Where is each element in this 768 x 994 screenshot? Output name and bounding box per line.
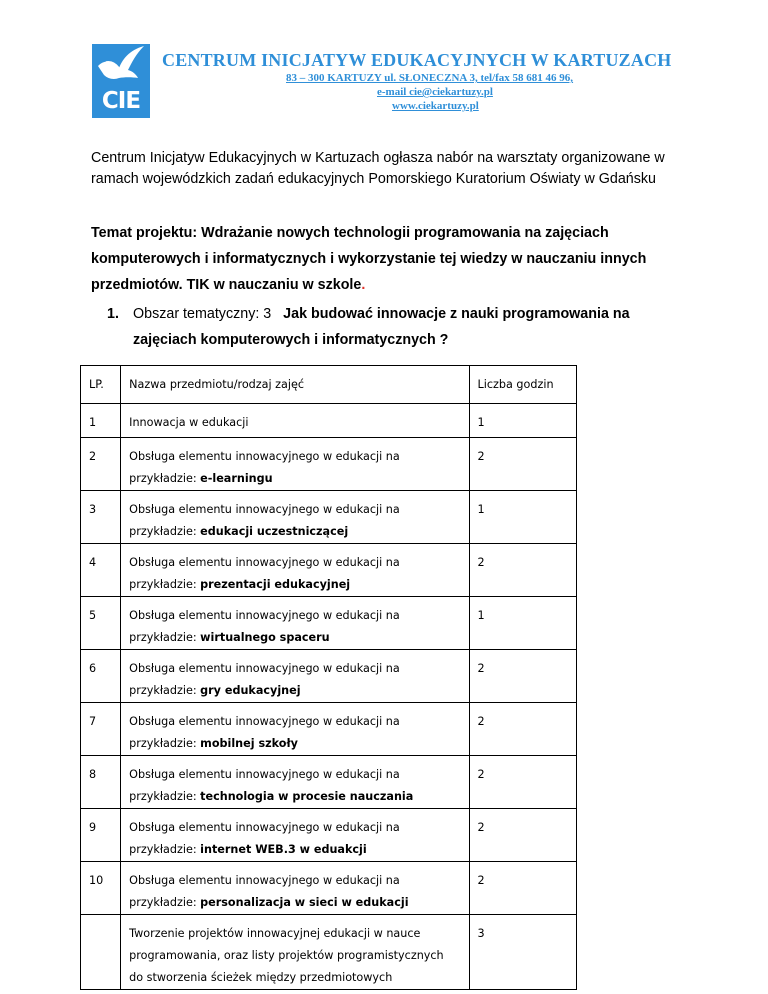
row-subject-text: Innowacja w edukacji <box>129 416 249 429</box>
org-website[interactable]: www.ciekartuzy.pl <box>392 100 479 112</box>
row-subject-prefix: przykładzie: <box>129 843 201 856</box>
row-subject-line1: Obsługa elementu innowacyjnego w edukacji na <box>129 768 400 781</box>
row-subject <box>121 809 469 862</box>
row-hours: 2 <box>469 544 576 597</box>
row-subject-prefix: przykładzie: <box>129 737 201 750</box>
row-subject-prefix: przykładzie: <box>129 578 201 591</box>
org-address: 83 – 300 KARTUZY ul. SŁONECZNA 3, tel/fax 58 681 46 96, <box>286 72 574 84</box>
row-hours: 1 <box>469 597 576 650</box>
row-hours: 1 <box>469 404 576 438</box>
row-hours: 2 <box>469 650 576 703</box>
row-subject-line1: Obsługa elementu innowacyjnego w edukacji na <box>129 503 400 516</box>
row-subject <box>121 915 469 990</box>
topic-text: Temat projektu: Wdrażanie nowych technologii programowania na zajęciach komputerowych i informatycznych i wykorzystanie tej wiedzy w nauczaniu innych przedmiotów. TIK w nauczaniu w szkole <box>91 225 647 293</box>
intro-paragraph: Centrum Inicjatyw Edukacyjnych w Kartuzach ogłasza nabór na warsztaty organizowane w ramach wojewódzkich zadań edukacyjnych Pomorskiego Kuratorium Oświaty w Gdańsku <box>91 150 665 187</box>
header-hours: Liczba godzin <box>469 366 576 404</box>
table-row <box>81 544 577 597</box>
row-hours: 2 <box>469 703 576 756</box>
table-row <box>81 597 577 650</box>
bird-icon <box>92 44 150 94</box>
project-topic <box>91 220 691 298</box>
row-subject-highlight: personalizacja w sieci w edukacji <box>200 896 409 909</box>
row-subject-line3: do stworzenia ścieżek między przedmiotowych <box>129 971 393 984</box>
row-subject <box>121 650 469 703</box>
row-lp: 9 <box>81 809 121 862</box>
row-lp: 10 <box>81 862 121 915</box>
row-hours: 2 <box>469 862 576 915</box>
row-subject-line1: Obsługa elementu innowacyjnego w edukacji na <box>129 450 400 463</box>
row-subject-highlight: e-learningu <box>200 472 273 485</box>
row-subject-prefix: przykładzie: <box>129 790 201 803</box>
row-hours: 2 <box>469 438 576 491</box>
row-subject-prefix: przykładzie: <box>129 684 201 697</box>
table-row <box>81 862 577 915</box>
row-subject <box>121 597 469 650</box>
org-email[interactable]: e-mail cie@ciekartuzy.pl <box>377 86 493 98</box>
row-subject-line1: Obsługa elementu innowacyjnego w edukacji na <box>129 662 400 675</box>
row-hours: 2 <box>469 756 576 809</box>
row-subject-prefix: przykładzie: <box>129 896 201 909</box>
row-subject-prefix: przykładzie: <box>129 525 201 538</box>
row-subject-line1: Obsługa elementu innowacyjnego w edukacji na <box>129 609 400 622</box>
table-row <box>81 703 577 756</box>
row-subject <box>121 404 469 438</box>
row-subject-line1: Obsługa elementu innowacyjnego w edukacji na <box>129 821 400 834</box>
row-lp: 3 <box>81 491 121 544</box>
row-subject <box>121 544 469 597</box>
row-subject-highlight: wirtualnego spaceru <box>200 631 330 644</box>
row-subject <box>121 756 469 809</box>
row-lp: 8 <box>81 756 121 809</box>
table-row <box>81 809 577 862</box>
row-lp: 5 <box>81 597 121 650</box>
row-subject-line2: programowania, oraz listy projektów programistycznych <box>129 949 444 962</box>
table-row <box>81 404 577 438</box>
row-subject <box>121 703 469 756</box>
header-lp: LP. <box>81 366 121 404</box>
row-subject-prefix: przykładzie: <box>129 631 201 644</box>
table-header-row <box>81 366 577 404</box>
cie-logo <box>92 44 150 118</box>
row-subject-line1: Tworzenie projektów innowacyjnej edukacji w nauce <box>129 927 421 940</box>
row-subject-highlight: prezentacji edukacyjnej <box>200 578 351 591</box>
area-label: Obszar tematyczny: 3 <box>133 306 272 322</box>
table-row <box>81 491 577 544</box>
row-lp: 6 <box>81 650 121 703</box>
row-lp: 7 <box>81 703 121 756</box>
row-subject-highlight: edukacji uczestniczącej <box>200 525 349 538</box>
row-subject <box>121 438 469 491</box>
area-title-line1: Jak budować innowacje z nauki programowania na <box>283 306 630 322</box>
row-lp <box>81 915 121 990</box>
row-subject <box>121 491 469 544</box>
header-subject: Nazwa przedmiotu/rodzaj zajęć <box>121 366 469 404</box>
logo-text: CIE <box>101 88 141 114</box>
area-number: 1. <box>107 306 119 322</box>
table-row <box>81 756 577 809</box>
row-hours: 3 <box>469 915 576 990</box>
row-subject-highlight: technologia w procesie nauczania <box>200 790 414 803</box>
row-hours: 2 <box>469 809 576 862</box>
row-subject-line1: Obsługa elementu innowacyjnego w edukacji na <box>129 874 400 887</box>
row-lp: 1 <box>81 404 121 438</box>
row-hours: 1 <box>469 491 576 544</box>
row-subject <box>121 862 469 915</box>
table-row <box>81 438 577 491</box>
course-table <box>80 365 577 990</box>
row-lp: 2 <box>81 438 121 491</box>
row-subject-line1: Obsługa elementu innowacyjnego w edukacji na <box>129 556 400 569</box>
row-subject-highlight: mobilnej szkoły <box>200 737 298 750</box>
row-lp: 4 <box>81 544 121 597</box>
table-row <box>81 650 577 703</box>
row-subject-highlight: internet WEB.3 w eduakcji <box>200 843 367 856</box>
topic-dot: . <box>361 277 366 293</box>
row-subject-highlight: gry edukacyjnej <box>200 684 301 697</box>
row-subject-line1: Obsługa elementu innowacyjnego w edukacji na <box>129 715 400 728</box>
thematic-area <box>107 301 687 353</box>
row-subject-prefix: przykładzie: <box>129 472 201 485</box>
table-row <box>81 915 577 990</box>
org-name: CENTRUM INICJATYW EDUKACYJNYCH W KARTUZACH <box>162 50 672 70</box>
area-title-line2: zajęciach komputerowych i informatycznych ? <box>133 332 449 348</box>
